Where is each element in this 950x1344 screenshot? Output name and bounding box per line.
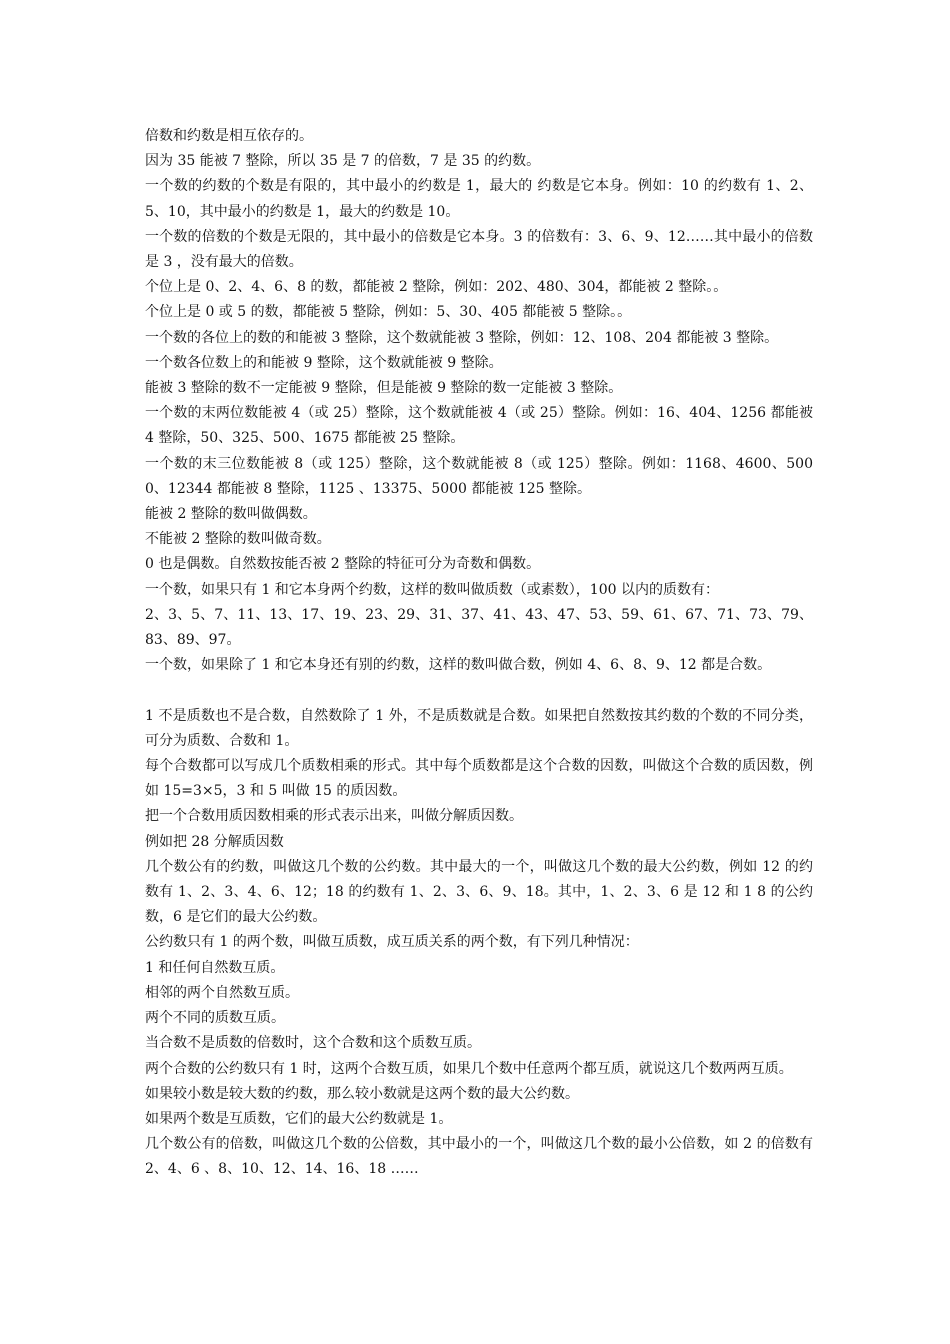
paragraph: 一个数，如果只有 1 和它本身两个约数，这样的数叫做质数（或素数），100 以内的质数有： xyxy=(145,581,719,598)
paragraph: 如果较小数是较大数的约数，那么较小数就是这两个数的最大公约数。 xyxy=(145,1085,579,1102)
paragraph: 当合数不是质数的倍数时，这个合数和这个质数互质。 xyxy=(145,1035,481,1052)
paragraph: 1 和任何自然数互质。 xyxy=(145,959,285,976)
paragraph: 一个数的末两位数能被 4（或 25）整除，这个数就能被 4（或 25）整除。例如：16、404、1256 都能被 4 整除，50、325、500、1675 都能被 25 整除。 xyxy=(145,405,813,447)
paragraph: 几个数公有的约数，叫做这几个数的公约数。其中最大的一个，叫做这几个数的最大公约数，例如 12 的约数有 1、2、3、4、6、12；18 的约数有 1、2、3、6、9、18。其中，1、2、3、6 是 12 和 1 8 的公约数，6 是它们的最大公约数。 xyxy=(145,858,813,926)
paragraph: 一个数的约数的个数是有限的，其中最小的约数是 1，最大的 约数是它本身。例如：10 的约数有 1、2、5、10，其中最小的约数是 1，最大的约数是 10。 xyxy=(145,178,813,220)
paragraph: 1 不是质数也不是合数，自然数除了 1 外，不是质数就是合数。如果把自然数按其约数的个数的不同分类，可分为质数、合数和 1。 xyxy=(145,707,813,749)
blank-line xyxy=(145,678,813,703)
paragraph: 能被 2 整除的数叫做偶数。 xyxy=(145,506,317,523)
paragraph: 几个数公有的倍数，叫做这几个数的公倍数，其中最小的一个，叫做这几个数的最小公倍数，如 2 的倍数有 2、4、6 、8、10、12、14、16、18 …… xyxy=(145,1136,813,1178)
paragraph: 如果两个数是互质数，它们的最大公约数就是 1。 xyxy=(145,1110,453,1127)
paragraph: 个位上是 0、2、4、6、8 的数，都能被 2 整除，例如：202、480、304，都能被 2 整除。。 xyxy=(145,279,728,296)
paragraph: 不能被 2 整除的数叫做奇数。 xyxy=(145,531,331,548)
paragraph: 个位上是 0 或 5 的数，都能被 5 整除，例如：5、30、405 都能被 5 整除。。 xyxy=(145,304,632,321)
paragraph: 一个数，如果除了 1 和它本身还有别的约数，这样的数叫做合数，例如 4、6、8、9、12 都是合数。 xyxy=(145,657,772,674)
paragraph: 能被 3 整除的数不一定能被 9 整除，但是能被 9 整除的数一定能被 3 整除。 xyxy=(145,380,623,397)
paragraph: 一个数的各位上的数的和能被 3 整除，这个数就能被 3 整除，例如：12、108、204 都能被 3 整除。 xyxy=(145,329,779,346)
paragraph: 0 也是偶数。自然数按能否被 2 整除的特征可分为奇数和偶数。 xyxy=(145,556,541,573)
paragraph: 倍数和约数是相互依存的。 xyxy=(145,128,313,144)
paragraph: 一个数的倍数的个数是无限的，其中最小的倍数是它本身。3 的倍数有：3、6、9、12……其中最小的倍数是 3 ，没有最大的倍数。 xyxy=(145,228,813,271)
paragraph: 相邻的两个自然数互质。 xyxy=(145,984,299,1001)
paragraph: 一个数的末三位数能被 8（或 125）整除，这个数就能被 8（或 125）整除。例如：1168、4600、5000、12344 都能被 8 整除，1125 、13375、5000 都能被 125 整除。 xyxy=(145,455,813,497)
paragraph: 两个不同的质数互质。 xyxy=(145,1010,285,1027)
paragraph: 把一个合数用质因数相乘的形式表示出来，叫做分解质因数。 xyxy=(145,808,523,825)
document-body xyxy=(145,124,813,1183)
paragraph: 例如把 28 分解质因数 xyxy=(145,833,284,850)
paragraph: 每个合数都可以写成几个质数相乘的形式。其中每个质数都是这个合数的因数，叫做这个合数的质因数，例如 15=3×5，3 和 5 叫做 15 的质因数。 xyxy=(145,758,813,800)
paragraph: 2、3、5、7、11、13、17、19、23、29、31、37、41、43、47、53、59、61、67、71、73、79、83、89、97。 xyxy=(145,606,813,649)
paragraph: 公约数只有 1 的两个数，叫做互质数，成互质关系的两个数，有下列几种情况： xyxy=(145,934,639,951)
paragraph: 因为 35 能被 7 整除，所以 35 是 7 的倍数，7 是 35 的约数。 xyxy=(145,153,541,170)
paragraph: 两个合数的公约数只有 1 时，这两个合数互质，如果几个数中任意两个都互质，就说这几个数两两互质。 xyxy=(145,1060,793,1077)
paragraph: 一个数各位数上的和能被 9 整除，这个数就能被 9 整除。 xyxy=(145,354,503,371)
